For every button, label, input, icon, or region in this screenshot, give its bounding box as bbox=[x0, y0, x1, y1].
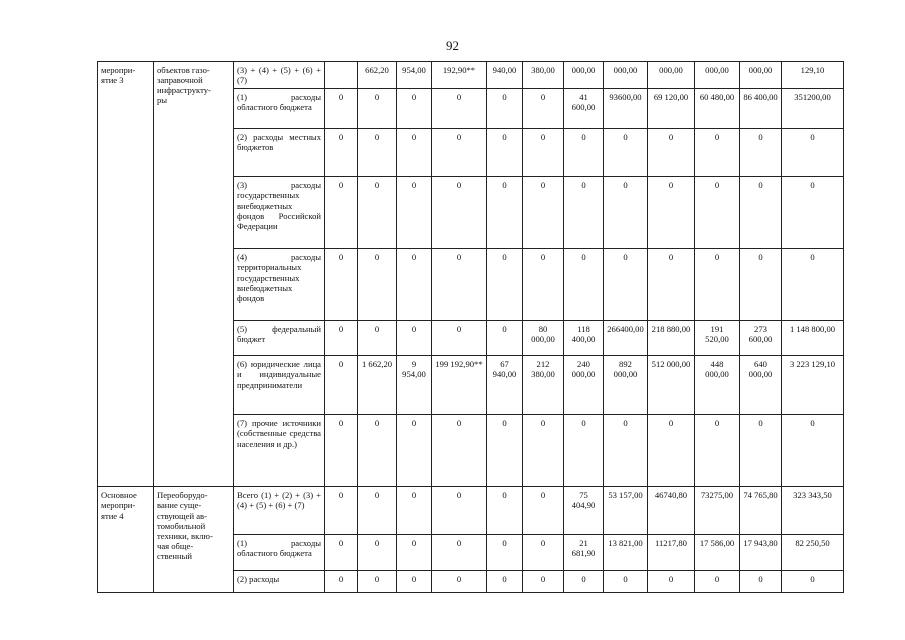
value-cell: 0 bbox=[397, 487, 432, 535]
value-cell: 0 bbox=[325, 487, 358, 535]
value-cell: 380,00 bbox=[523, 62, 564, 89]
value-cell: 0 bbox=[397, 177, 432, 249]
value-cell: 199 192,90** bbox=[432, 356, 487, 415]
value-cell: 0 bbox=[358, 487, 397, 535]
value-cell: 0 bbox=[432, 535, 487, 571]
value-cell: 13 821,00 bbox=[604, 535, 648, 571]
value-cell: 0 bbox=[325, 356, 358, 415]
measure-name-cell: Основное меропри- ятие 4 bbox=[98, 487, 154, 593]
value-cell: 448 000,00 bbox=[695, 356, 740, 415]
funding-source-cell: Всего (1) + (2) + (3) + (4) + (5) + (6) + (7) bbox=[234, 487, 325, 535]
value-cell: 0 bbox=[487, 487, 523, 535]
value-cell: 0 bbox=[432, 487, 487, 535]
value-cell: 0 bbox=[740, 415, 782, 487]
value-cell: 000,00 bbox=[648, 62, 695, 89]
value-cell: 82 250,50 bbox=[782, 535, 844, 571]
value-cell: 0 bbox=[604, 571, 648, 593]
value-cell: 0 bbox=[432, 249, 487, 321]
value-cell: 000,00 bbox=[695, 62, 740, 89]
value-cell: 3 223 129,10 bbox=[782, 356, 844, 415]
funding-source-cell: (3) + (4) + (5) + (6) + (7) bbox=[234, 62, 325, 89]
value-cell: 0 bbox=[432, 571, 487, 593]
value-cell: 86 400,00 bbox=[740, 89, 782, 129]
value-cell: 0 bbox=[358, 571, 397, 593]
value-cell: 0 bbox=[487, 571, 523, 593]
value-cell bbox=[325, 62, 358, 89]
value-cell: 0 bbox=[487, 249, 523, 321]
value-cell: 0 bbox=[523, 249, 564, 321]
measure-name-cell: меропри- ятие 3 bbox=[98, 62, 154, 487]
value-cell: 0 bbox=[564, 571, 604, 593]
value-cell: 0 bbox=[523, 571, 564, 593]
value-cell: 0 bbox=[695, 249, 740, 321]
value-cell: 0 bbox=[487, 89, 523, 129]
value-cell: 0 bbox=[358, 415, 397, 487]
value-cell: 0 bbox=[358, 89, 397, 129]
funding-source-cell: (4) расходы территориальных государственных внебюджетных фондов bbox=[234, 249, 325, 321]
value-cell: 17 586,00 bbox=[695, 535, 740, 571]
value-cell: 218 880,00 bbox=[648, 321, 695, 356]
value-cell: 0 bbox=[740, 571, 782, 593]
value-cell: 0 bbox=[695, 415, 740, 487]
value-cell: 0 bbox=[397, 571, 432, 593]
value-cell: 954,00 bbox=[397, 62, 432, 89]
value-cell: 0 bbox=[397, 321, 432, 356]
value-cell: 118 400,00 bbox=[564, 321, 604, 356]
value-cell: 93600,00 bbox=[604, 89, 648, 129]
value-cell: 512 000,00 bbox=[648, 356, 695, 415]
value-cell: 0 bbox=[782, 249, 844, 321]
value-cell: 0 bbox=[487, 129, 523, 177]
value-cell: 67 940,00 bbox=[487, 356, 523, 415]
value-cell: 0 bbox=[648, 177, 695, 249]
value-cell: 0 bbox=[325, 249, 358, 321]
value-cell: 0 bbox=[648, 571, 695, 593]
value-cell: 11217,80 bbox=[648, 535, 695, 571]
value-cell: 273 600,00 bbox=[740, 321, 782, 356]
value-cell: 0 bbox=[648, 129, 695, 177]
value-cell: 640 000,00 bbox=[740, 356, 782, 415]
value-cell: 0 bbox=[432, 415, 487, 487]
value-cell: 0 bbox=[358, 177, 397, 249]
table-row bbox=[98, 487, 844, 535]
value-cell: 892 000,00 bbox=[604, 356, 648, 415]
funding-source-cell: (7) прочие источники (собственные средства населения и др.) bbox=[234, 415, 325, 487]
value-cell: 9 954,00 bbox=[397, 356, 432, 415]
value-cell: 53 157,00 bbox=[604, 487, 648, 535]
value-cell: 0 bbox=[325, 129, 358, 177]
value-cell: 0 bbox=[325, 535, 358, 571]
value-cell: 0 bbox=[782, 177, 844, 249]
table-row bbox=[98, 62, 844, 89]
value-cell: 0 bbox=[432, 89, 487, 129]
value-cell: 0 bbox=[564, 415, 604, 487]
value-cell: 41 600,00 bbox=[564, 89, 604, 129]
measure-description-cell: объектов газо- заправочной инфраструкту- ры bbox=[154, 62, 234, 487]
value-cell: 266400,00 bbox=[604, 321, 648, 356]
value-cell: 0 bbox=[604, 177, 648, 249]
value-cell: 69 120,00 bbox=[648, 89, 695, 129]
value-cell: 0 bbox=[740, 177, 782, 249]
value-cell: 21 681,90 bbox=[564, 535, 604, 571]
value-cell: 323 343,50 bbox=[782, 487, 844, 535]
value-cell: 0 bbox=[432, 321, 487, 356]
value-cell: 0 bbox=[325, 89, 358, 129]
value-cell: 0 bbox=[358, 321, 397, 356]
value-cell: 0 bbox=[523, 487, 564, 535]
value-cell: 0 bbox=[358, 129, 397, 177]
value-cell: 0 bbox=[564, 177, 604, 249]
value-cell: 0 bbox=[523, 177, 564, 249]
program-funding-table bbox=[97, 61, 844, 593]
value-cell: 0 bbox=[397, 129, 432, 177]
value-cell: 0 bbox=[325, 571, 358, 593]
value-cell: 0 bbox=[740, 129, 782, 177]
value-cell: 0 bbox=[523, 535, 564, 571]
value-cell: 212 380,00 bbox=[523, 356, 564, 415]
value-cell: 46740,80 bbox=[648, 487, 695, 535]
funding-source-cell: (5) федеральный бюджет bbox=[234, 321, 325, 356]
value-cell: 0 bbox=[358, 535, 397, 571]
value-cell: 0 bbox=[432, 129, 487, 177]
value-cell: 0 bbox=[564, 129, 604, 177]
funding-source-cell: (1) расходы областного бюджета bbox=[234, 89, 325, 129]
value-cell: 74 765,80 bbox=[740, 487, 782, 535]
value-cell: 0 bbox=[604, 415, 648, 487]
funding-source-cell: (3) расходы государственных внебюджетных фондов Российской Федерации bbox=[234, 177, 325, 249]
value-cell: 0 bbox=[604, 249, 648, 321]
value-cell: 0 bbox=[695, 177, 740, 249]
value-cell: 0 bbox=[487, 535, 523, 571]
value-cell: 0 bbox=[740, 249, 782, 321]
value-cell: 940,00 bbox=[487, 62, 523, 89]
funding-source-cell: (6) юридические лица и индивидуальные предприниматели bbox=[234, 356, 325, 415]
value-cell: 192,90** bbox=[432, 62, 487, 89]
value-cell: 0 bbox=[604, 129, 648, 177]
value-cell: 000,00 bbox=[564, 62, 604, 89]
value-cell: 0 bbox=[648, 415, 695, 487]
measure-description-cell: Переоборудо- вание суще- ствующей ав- томобильной техники, вклю- чая обще- ственный bbox=[154, 487, 234, 593]
value-cell: 0 bbox=[397, 415, 432, 487]
value-cell: 351200,00 bbox=[782, 89, 844, 129]
value-cell: 80 000,00 bbox=[523, 321, 564, 356]
value-cell: 129,10 bbox=[782, 62, 844, 89]
value-cell: 0 bbox=[487, 177, 523, 249]
value-cell: 240 000,00 bbox=[564, 356, 604, 415]
value-cell: 60 480,00 bbox=[695, 89, 740, 129]
value-cell: 0 bbox=[487, 415, 523, 487]
value-cell: 0 bbox=[523, 415, 564, 487]
value-cell: 0 bbox=[397, 535, 432, 571]
value-cell: 0 bbox=[397, 89, 432, 129]
value-cell: 0 bbox=[564, 249, 604, 321]
value-cell: 0 bbox=[432, 177, 487, 249]
value-cell: 0 bbox=[325, 177, 358, 249]
value-cell: 0 bbox=[397, 249, 432, 321]
value-cell: 000,00 bbox=[604, 62, 648, 89]
value-cell: 0 bbox=[325, 415, 358, 487]
value-cell: 0 bbox=[782, 415, 844, 487]
funding-source-cell: (1) расходы областного бюджета bbox=[234, 535, 325, 571]
value-cell: 0 bbox=[358, 249, 397, 321]
value-cell: 1 662,20 bbox=[358, 356, 397, 415]
value-cell: 0 bbox=[782, 571, 844, 593]
value-cell: 0 bbox=[695, 571, 740, 593]
value-cell: 0 bbox=[487, 321, 523, 356]
value-cell: 000,00 bbox=[740, 62, 782, 89]
funding-source-cell: (2) расходы bbox=[234, 571, 325, 593]
value-cell: 75 404,90 bbox=[564, 487, 604, 535]
value-cell: 0 bbox=[523, 129, 564, 177]
value-cell: 0 bbox=[695, 129, 740, 177]
funding-source-cell: (2) расходы местных бюджетов bbox=[234, 129, 325, 177]
page-number: 92 bbox=[446, 38, 459, 53]
value-cell: 0 bbox=[648, 249, 695, 321]
value-cell: 191 520,00 bbox=[695, 321, 740, 356]
value-cell: 0 bbox=[523, 89, 564, 129]
value-cell: 17 943,80 bbox=[740, 535, 782, 571]
value-cell: 1 148 800,00 bbox=[782, 321, 844, 356]
value-cell: 73275,00 bbox=[695, 487, 740, 535]
value-cell: 662,20 bbox=[358, 62, 397, 89]
value-cell: 0 bbox=[782, 129, 844, 177]
value-cell: 0 bbox=[325, 321, 358, 356]
